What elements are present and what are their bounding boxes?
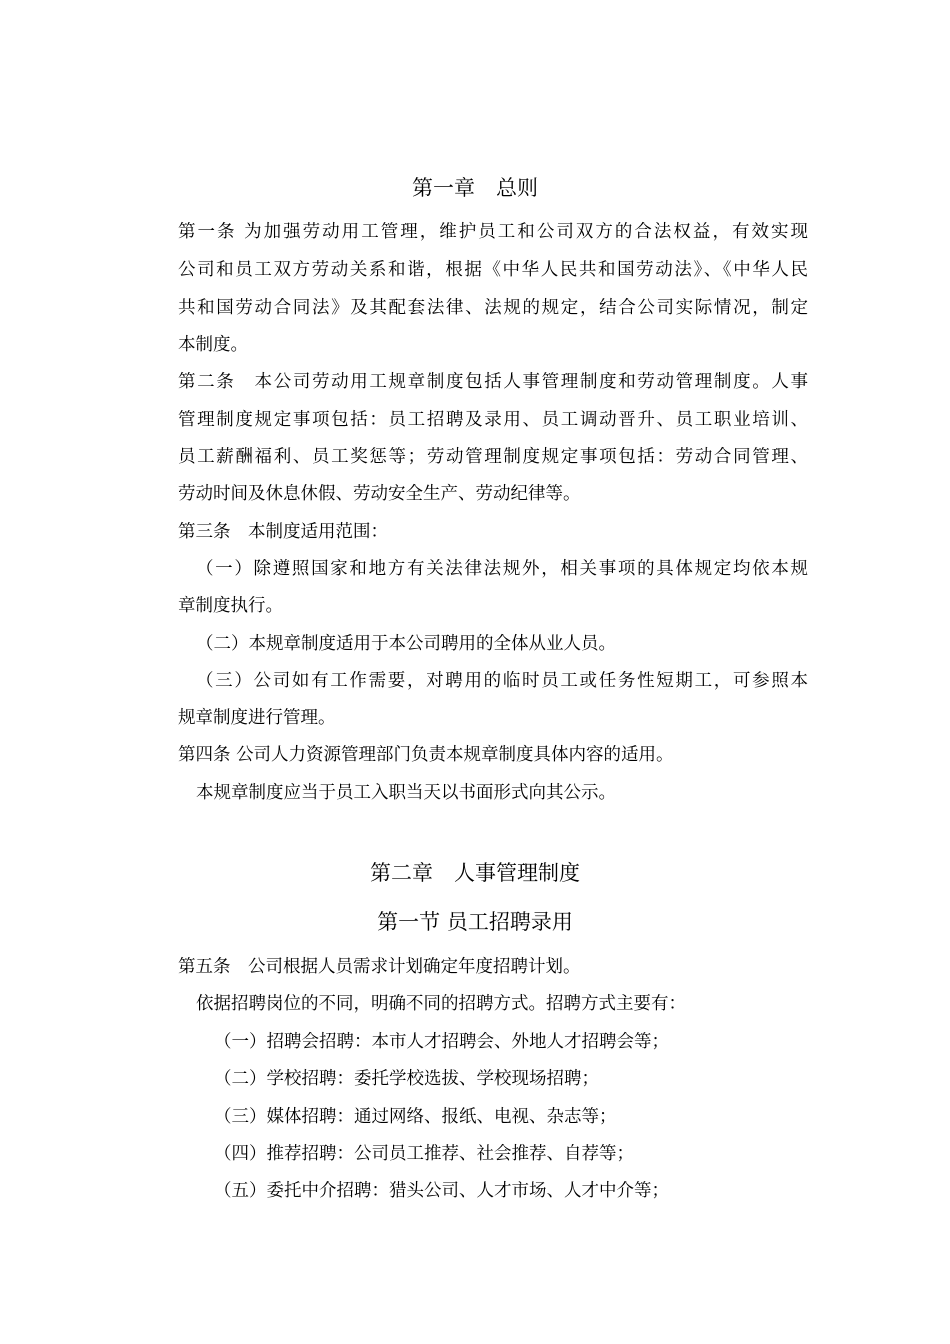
recruitment-method-3: （三）媒体招聘：通过网络、报纸、电视、杂志等；	[214, 1107, 617, 1127]
article-2-line-4: 劳动时间及休息休假、劳动安全生产、劳动纪律等。	[178, 484, 581, 504]
article-3-item-1-line-1: （一）除遵照国家和地方有关法律法规外，相关事项的具体规定均依本规	[196, 559, 808, 579]
article-3-item-2: （二）本规章制度适用于本公司聘用的全体从业人员。	[196, 634, 616, 654]
article-4-line-1: 第四条 公司人力资源管理部门负责本规章制度具体内容的适用。	[178, 745, 674, 765]
article-3-title: 第三条 本制度适用范围：	[178, 522, 388, 542]
article-1-line-1: 第一条 为加强劳动用工管理，维护员工和公司双方的合法权益，有效实现	[178, 222, 808, 242]
article-2-line-1: 第二条 本公司劳动用工规章制度包括人事管理制度和劳动管理制度。人事	[178, 372, 808, 392]
article-3-item-3-line-2: 规章制度进行管理。	[178, 708, 336, 728]
recruitment-method-5: （五）委托中介招聘：猎头公司、人才市场、人才中介等；	[214, 1181, 669, 1201]
article-1-line-3: 共和国劳动合同法》及其配套法律、法规的规定，结合公司实际情况，制定	[178, 298, 808, 318]
article-2-line-2: 管理制度规定事项包括：员工招聘及录用、员工调动晋升、员工职业培训、	[178, 410, 808, 430]
article-1-line-2: 公司和员工双方劳动关系和谐，根据《中华人民共和国劳动法》、《中华人民	[178, 260, 808, 280]
chapter-1-title: 第一章 总则	[412, 176, 538, 200]
recruitment-intro: 依据招聘岗位的不同，明确不同的招聘方式。招聘方式主要有：	[196, 994, 686, 1014]
article-5: 第五条 公司根据人员需求计划确定年度招聘计划。	[178, 957, 581, 977]
article-2-line-3: 员工薪酬福利、员工奖惩等；劳动管理制度规定事项包括：劳动合同管理、	[178, 447, 808, 467]
recruitment-method-4: （四）推荐招聘：公司员工推荐、社会推荐、自荐等；	[214, 1144, 634, 1164]
recruitment-method-2: （二）学校招聘：委托学校选拔、学校现场招聘；	[214, 1069, 599, 1089]
article-3-item-1-line-2: 章制度执行。	[178, 596, 283, 616]
recruitment-method-1: （一）招聘会招聘：本市人才招聘会、外地人才招聘会等；	[214, 1032, 669, 1052]
article-1-line-4: 本制度。	[178, 335, 248, 355]
article-3-item-3-line-1: （三）公司如有工作需要，对聘用的临时员工或任务性短期工，可参照本	[196, 671, 808, 691]
article-4-line-2: 本规章制度应当于员工入职当天以书面形式向其公示。	[196, 783, 616, 803]
chapter-2-title: 第二章 人事管理制度	[370, 861, 580, 885]
section-1-title: 第一节 员工招聘录用	[377, 910, 573, 934]
